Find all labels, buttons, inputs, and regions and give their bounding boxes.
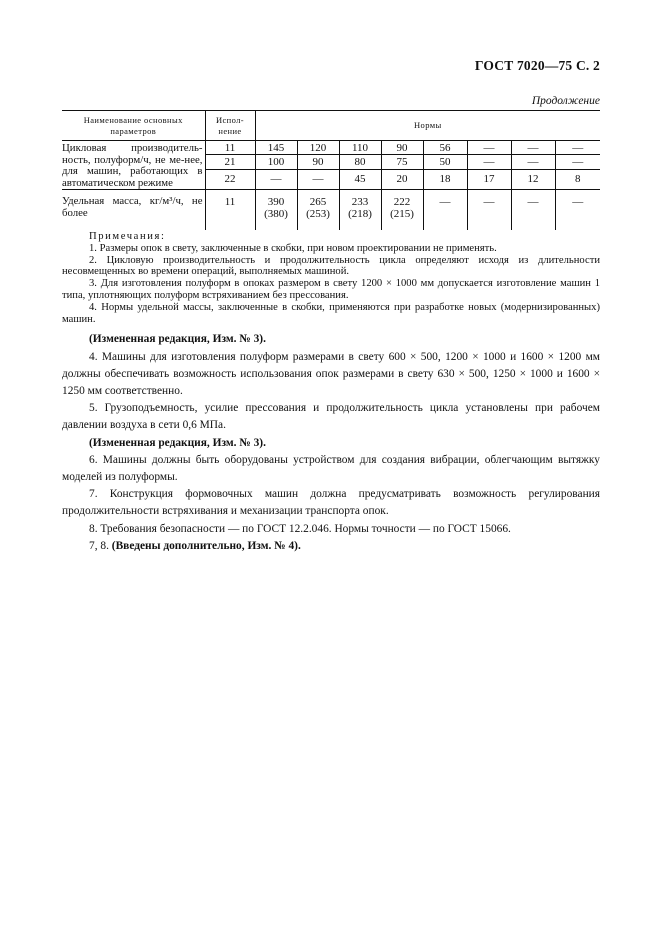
notes-section — [62, 231, 600, 325]
table-cell: 222 — [393, 196, 411, 208]
table-cell: (253) — [306, 208, 330, 220]
table-cell: — — [483, 196, 495, 208]
table-cell: — — [297, 169, 339, 189]
table-cell: (380) — [264, 208, 288, 220]
table-cell: 265 — [309, 196, 327, 208]
table-cell: — — [572, 196, 584, 208]
table-cell: 390 — [267, 196, 285, 208]
document-header-title: ГОСТ 7020—75 С. 2 — [474, 58, 600, 73]
table-cell: (215) — [390, 208, 414, 220]
table-cell: 110 — [339, 141, 381, 155]
addition-note: (Введены дополнительно, Изм. № 4). — [111, 539, 301, 552]
table-cell: 8 — [555, 169, 600, 189]
paragraph-4: 4. Машины для изготовления полуформ размерами в свету 600 × 500, 1200 × 1000 и 1600 × 1200 мм должны обеспечивать возможность использования опок размерами в свету 630 × 500, 1250 × 1000 и 1600 × 1250 мм соответственно. — [62, 350, 600, 397]
table-cell: 56 — [423, 141, 467, 155]
table-cell: 75 — [381, 155, 423, 169]
table-cell: 120 — [297, 141, 339, 155]
change-note: (Измененная редакция, Изм. № 3). — [89, 333, 266, 346]
table-header-version: Испол-нение — [205, 111, 255, 141]
paragraph-7-8-prefix: 7, 8. — [89, 539, 112, 552]
table-cell: 11 — [205, 190, 255, 231]
table-cell: 80 — [339, 155, 381, 169]
table-cell: — — [555, 155, 600, 169]
param-mass-label: Удельная масса, кг/м³/ч, не более — [62, 190, 205, 231]
table-cell: 22 — [205, 169, 255, 189]
paragraph-7-8 — [62, 538, 600, 555]
table-cell: — — [255, 169, 297, 189]
table-cell: — — [467, 141, 511, 155]
table-cell: 233 — [351, 196, 369, 208]
table-cell: — — [439, 196, 451, 208]
paragraph-7: 7. Конструкция формовочных машин должна предусматривать возможность регулирования продолжительности встряхивания и механизации транспорта опок. — [62, 488, 600, 518]
notes-heading: Примечания: — [89, 231, 166, 242]
note-item: 1. Размеры опок в свету, заключенные в скобки, при новом проектировании не применять. — [89, 242, 497, 254]
norms-table — [62, 110, 600, 230]
table-cell: 90 — [381, 141, 423, 155]
table-cell: 20 — [381, 169, 423, 189]
paragraph-8: 8. Требования безопасности — по ГОСТ 12.2.046. Нормы точности — по ГОСТ 15066. — [89, 522, 511, 535]
note-item: 4. Нормы удельной массы, заключенные в скобки, применяются при разработке новых (модернизированных) машин. — [62, 301, 600, 325]
table-cell: 100 — [255, 155, 297, 169]
table-cell: 17 — [467, 169, 511, 189]
table-cell: 21 — [205, 155, 255, 169]
page-content — [62, 231, 600, 555]
paragraph-5: 5. Грузоподъемность, усилие прессования и продолжительность цикла установлены при рабочем давлении воздуха в сети 0,6 МПа. — [62, 402, 600, 432]
table-cell: 50 — [423, 155, 467, 169]
table-cell: — — [527, 196, 539, 208]
note-item: 3. Для изготовления полуформ в опоках размером в свету 1200 × 1000 мм допускается изготовление машин 1 типа, уплотняющих полуформ встряхиванием без прессования. — [62, 278, 600, 301]
table-cell: 11 — [205, 141, 255, 155]
table-cell: — — [511, 141, 555, 155]
table-cell: 145 — [255, 141, 297, 155]
note-item: 2. Цикловую производительность и продолжительность цикла определяют исходя из длительности несовмещенных во времени операций, выполняемых машиной. — [62, 254, 600, 278]
table-cell: — — [467, 155, 511, 169]
table-cell: — — [511, 155, 555, 169]
table-cell: 18 — [423, 169, 467, 189]
table-header-param: Наименование основных параметров — [83, 114, 183, 136]
continuation-label: Продолжение — [531, 95, 600, 107]
table-cell: 12 — [511, 169, 555, 189]
paragraph-6: 6. Машины должны быть оборудованы устройством для создания вибрации, облегчающим вытяжку моделей из полуформы. — [62, 453, 600, 483]
body-section — [62, 331, 600, 555]
change-note: (Измененная редакция, Изм. № 3). — [89, 436, 266, 449]
table-cell: (218) — [348, 208, 372, 220]
table-cell: — — [555, 141, 600, 155]
table-header-norms: Нормы — [255, 111, 600, 141]
table-cell: 90 — [297, 155, 339, 169]
param-productivity-label: Цикловая производитель-ность, полуформ/ч, не ме-нее, для машин, работающих в автоматическом режиме — [62, 142, 203, 189]
table-cell: 45 — [339, 169, 381, 189]
